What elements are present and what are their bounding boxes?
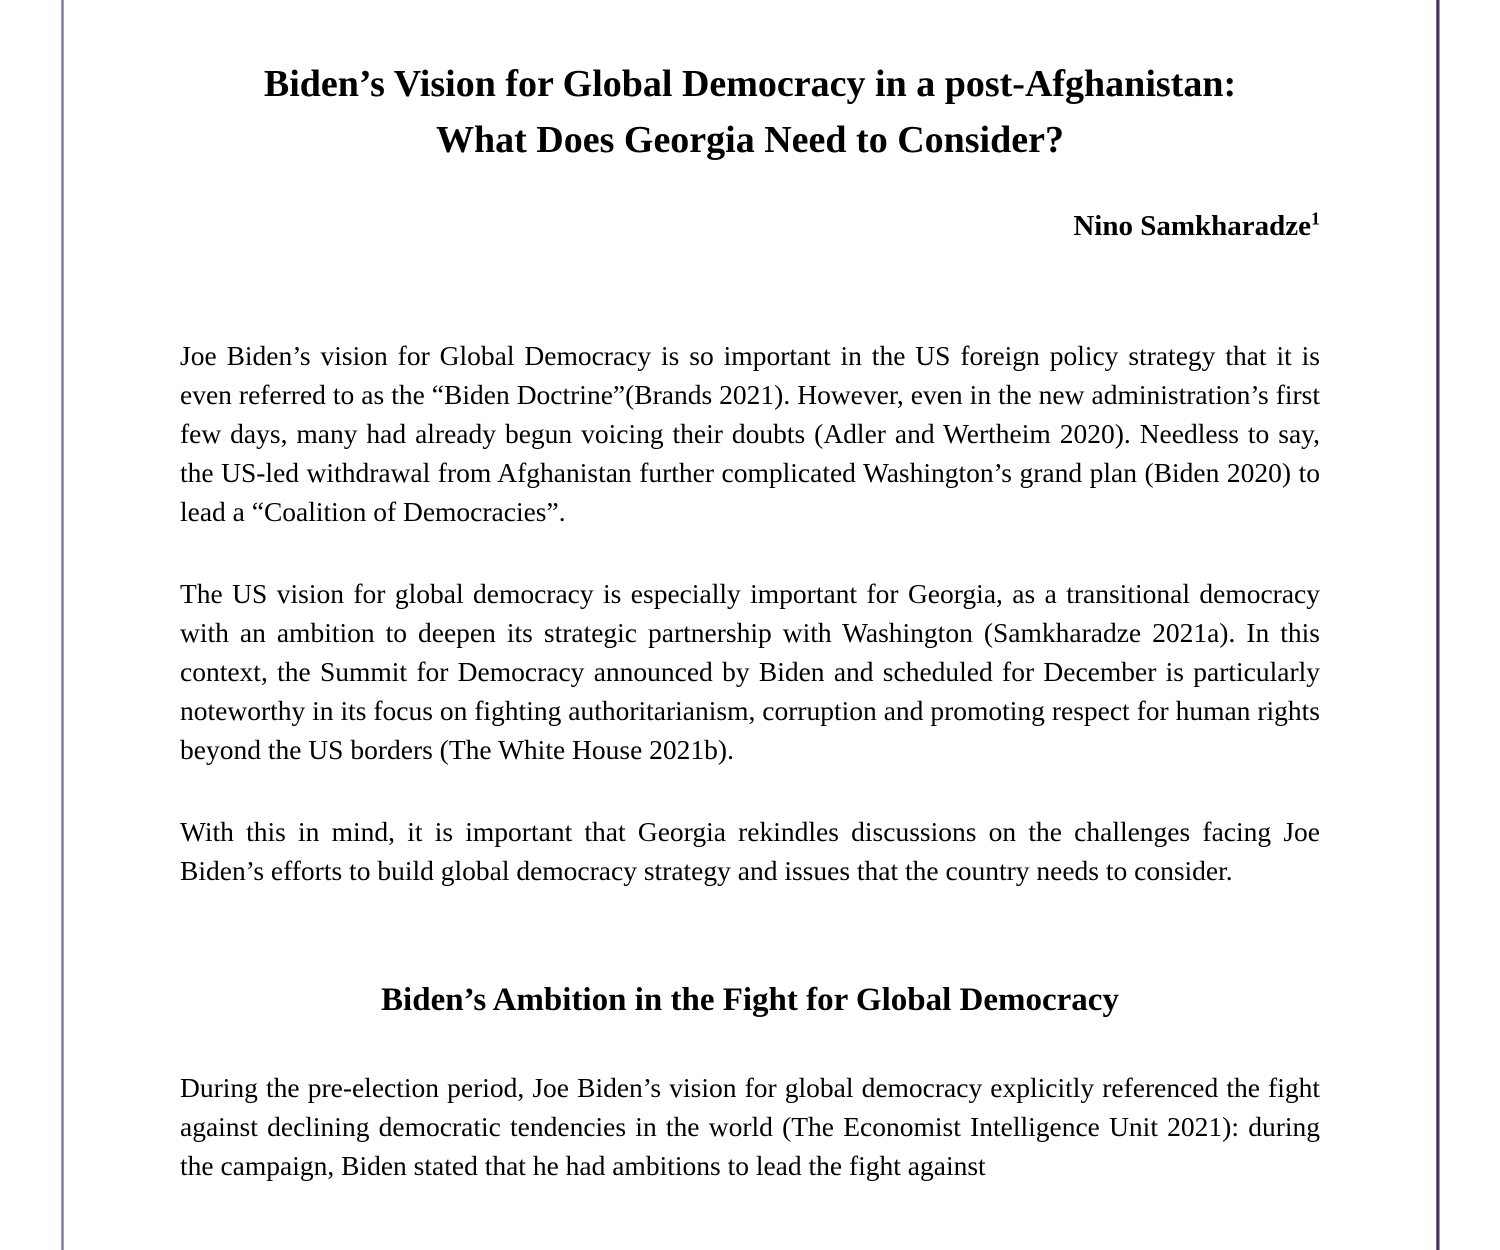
document-title-line-2: What Does Georgia Need to Consider? <box>436 119 1064 161</box>
page-border-left <box>61 0 64 1250</box>
document-title <box>180 56 1320 168</box>
section-paragraph-1: During the pre-election period, Joe Biden’s vision for global democracy explicitly referenced the fight against declining democratic tendencies in the world (The Economist Intelligence Unit 2021): during the campaign, Biden stated that he had ambitions to lead the fight against <box>180 1072 1320 1181</box>
page-border-right <box>1436 0 1440 1250</box>
author-name: Nino Samkharadze <box>1073 210 1311 242</box>
intro-paragraph-2: The US vision for global democracy is especially important for Georgia, as a transitional democracy with an ambition to deepen its strategic partnership with Washington (Samkharadze 2021a). In this context, the Summit for Democracy announced by Biden and scheduled for December is particularly noteworthy in its focus on fighting authoritarianism, corruption and promoting respect for human rights beyond the US borders (The White House 2021b). <box>180 578 1320 765</box>
section-heading: Biden’s Ambition in the Fight for Global Democracy <box>381 982 1119 1018</box>
intro-paragraph-3: With this in mind, it is important that Georgia rekindles discussions on the challenges facing Joe Biden’s efforts to build global democracy strategy and issues that the country needs to consider. <box>180 816 1320 886</box>
intro-paragraph-1: Joe Biden’s vision for Global Democracy is so important in the US foreign policy strategy that it is even referred to as the “Biden Doctrine”(Brands 2021). However, even in the new administration’s first few days, many had already begun voicing their doubts (Adler and Wertheim 2020). Needless to say, the US-led withdrawal from Afghanistan further complicated Washington’s grand plan (Biden 2020) to lead a “Coalition of Democracies”. <box>180 340 1320 527</box>
document-content <box>180 0 1320 1228</box>
author-byline <box>180 208 1320 244</box>
document-title-line-1: Biden’s Vision for Global Democracy in a post-Afghanistan: <box>263 63 1237 105</box>
footnote-marker: 1 <box>1311 208 1320 229</box>
